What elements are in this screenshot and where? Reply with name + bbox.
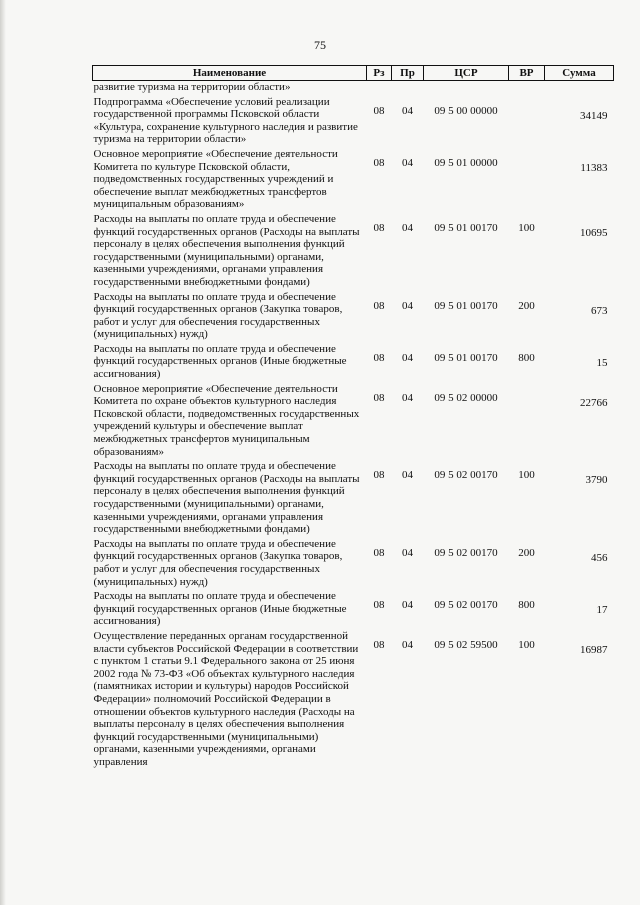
row-sum: 34149 <box>580 109 608 122</box>
row-csr: 09 5 02 00000 <box>434 391 498 404</box>
header-vr: ВР <box>509 66 545 81</box>
row-name: Основное мероприятие «Обеспечение деятельности Комитета по культуре Псковской области, подведомственных государственных учреждений и обеспечение выплат межбюджетных трансфертов муниципальным образованиям» <box>93 147 338 211</box>
table-row <box>93 590 614 630</box>
row-vr <box>509 96 545 148</box>
row-rz: 08 <box>373 391 385 404</box>
row-rz: 08 <box>373 351 385 364</box>
row-vr <box>509 383 545 461</box>
header-csr: ЦСР <box>424 66 509 81</box>
row-csr: 09 5 02 59500 <box>434 638 498 651</box>
row-csr: 09 5 01 00170 <box>434 351 498 364</box>
table-row-continuation <box>93 81 614 96</box>
row-name: Расходы на выплаты по оплате труда и обеспечение функций государственных органов (Иные бюджетные ассигнования) <box>93 590 347 628</box>
row-sum: 22766 <box>580 396 608 409</box>
table-row <box>93 630 614 771</box>
row-rz: 08 <box>373 156 385 169</box>
row-name: Осуществление переданных органам государственной власти субъектов Российской Федерации в соответствии с пунктом 1 статьи 9.1 Федерального закона от 25 июня 2002 года № 73-ФЗ «Об объектах культурного наследия (памятниках истории и культуры) народов Российской Федерации» полномочий Российской Федерации в отношении объектов культурного наследия (Расходы на выплаты персоналу в целях обеспечения выполнения функций государственными (муниципальными) органами, казенными учреждениями, органами управления <box>93 629 359 768</box>
row-vr: 100 <box>518 638 535 651</box>
row-name: Расходы на выплаты по оплате труда и обеспечение функций государственных органов (Расходы на выплаты персоналу в целях обеспечения выполнения функций государственными (муниципальными) органами, казенными учреждениями, органами управления государственными внебюджетными фондами) <box>93 460 360 536</box>
row-sum: 15 <box>596 356 608 369</box>
row-rz: 08 <box>373 104 385 117</box>
row-sum: 16987 <box>580 643 608 656</box>
row-csr: 09 5 01 00000 <box>434 156 498 169</box>
row-pr: 04 <box>402 221 413 234</box>
row-rz: 08 <box>373 469 385 482</box>
row-csr: 09 5 02 00170 <box>434 469 498 482</box>
table-row <box>93 291 614 343</box>
row-vr: 800 <box>518 599 535 612</box>
row-name: Расходы на выплаты по оплате труда и обеспечение функций государственных органов (Закупка товаров, работ и услуг для обеспечения государственных (муниципальных) нужд) <box>93 537 343 588</box>
table-row <box>93 383 614 461</box>
row-csr: 09 5 02 00170 <box>434 599 498 612</box>
row-sum: 3790 <box>585 474 608 487</box>
table-row <box>93 96 614 148</box>
header-name: Наименование <box>93 66 367 81</box>
row-rz: 08 <box>373 546 385 559</box>
row-rz: 08 <box>373 638 385 651</box>
row-sum: 17 <box>596 604 608 617</box>
row-csr: 09 5 02 00170 <box>434 546 498 559</box>
row-vr <box>509 148 545 213</box>
row-pr: 04 <box>402 391 413 404</box>
table-body <box>93 81 614 771</box>
row-pr: 04 <box>402 351 413 364</box>
row-csr: 09 5 01 00170 <box>434 221 498 234</box>
budget-table <box>92 65 614 770</box>
page-number: 75 <box>314 38 326 52</box>
row-sum: 10695 <box>580 226 608 239</box>
row-vr: 200 <box>518 299 535 312</box>
row-pr: 04 <box>402 599 413 612</box>
row-csr: 09 5 00 00000 <box>434 104 498 117</box>
row-vr: 200 <box>518 546 535 559</box>
row-rz: 08 <box>373 299 385 312</box>
row-name: Расходы на выплаты по оплате труда и обеспечение функций государственных органов (Иные бюджетные ассигнования) <box>93 342 347 381</box>
row-pr: 04 <box>402 156 413 169</box>
row-sum: 456 <box>591 551 608 564</box>
row-vr: 100 <box>518 469 535 482</box>
header-pr: Пр <box>392 66 424 81</box>
row-rz: 08 <box>373 599 385 612</box>
row-sum: 673 <box>591 304 608 317</box>
table-row <box>93 343 614 383</box>
table-row <box>93 538 614 590</box>
row-pr: 04 <box>402 546 413 559</box>
table-row <box>93 213 614 291</box>
row-pr: 04 <box>402 104 413 117</box>
row-name: развитие туризма на территории области» <box>93 81 291 93</box>
row-pr: 04 <box>402 469 413 482</box>
row-name: Основное мероприятие «Обеспечение деятельности Комитета по охране объектов культурного наследия Псковской области, подведомственных государственных учреждений культуры и обеспечение выплат межбюджетных трансфертов муниципальным образованиям» <box>93 382 360 458</box>
row-name: Расходы на выплаты по оплате труда и обеспечение функций государственных органов (Закупка товаров, работ и услуг для обеспечения государственных (муниципальных) нужд) <box>93 290 343 341</box>
row-name: Подпрограмма «Обеспечение условий реализации государственной программы Псковской области «Культура, сохранение культурного наследия и развитие туризма на территории области» <box>93 95 358 146</box>
row-pr: 04 <box>402 638 413 651</box>
row-rz: 08 <box>373 221 385 234</box>
row-name: Расходы на выплаты по оплате труда и обеспечение функций государственных органов (Расходы на выплаты персоналу в целях обеспечения выполнения функций государственными (муниципальными) органами, казенными учреждениями, органами управления государственными внебюджетными фондами) <box>93 212 360 288</box>
scan-edge-shadow <box>0 0 6 905</box>
row-pr: 04 <box>402 299 413 312</box>
header-sum: Сумма <box>545 66 614 81</box>
row-sum: 11383 <box>580 161 608 174</box>
table-header <box>93 66 614 81</box>
table-row <box>93 148 614 213</box>
row-csr: 09 5 01 00170 <box>434 299 498 312</box>
budget-table-container <box>92 65 613 770</box>
header-rz: Рз <box>367 66 392 81</box>
row-vr: 800 <box>518 351 535 364</box>
table-row <box>93 460 614 538</box>
row-vr: 100 <box>518 221 535 234</box>
